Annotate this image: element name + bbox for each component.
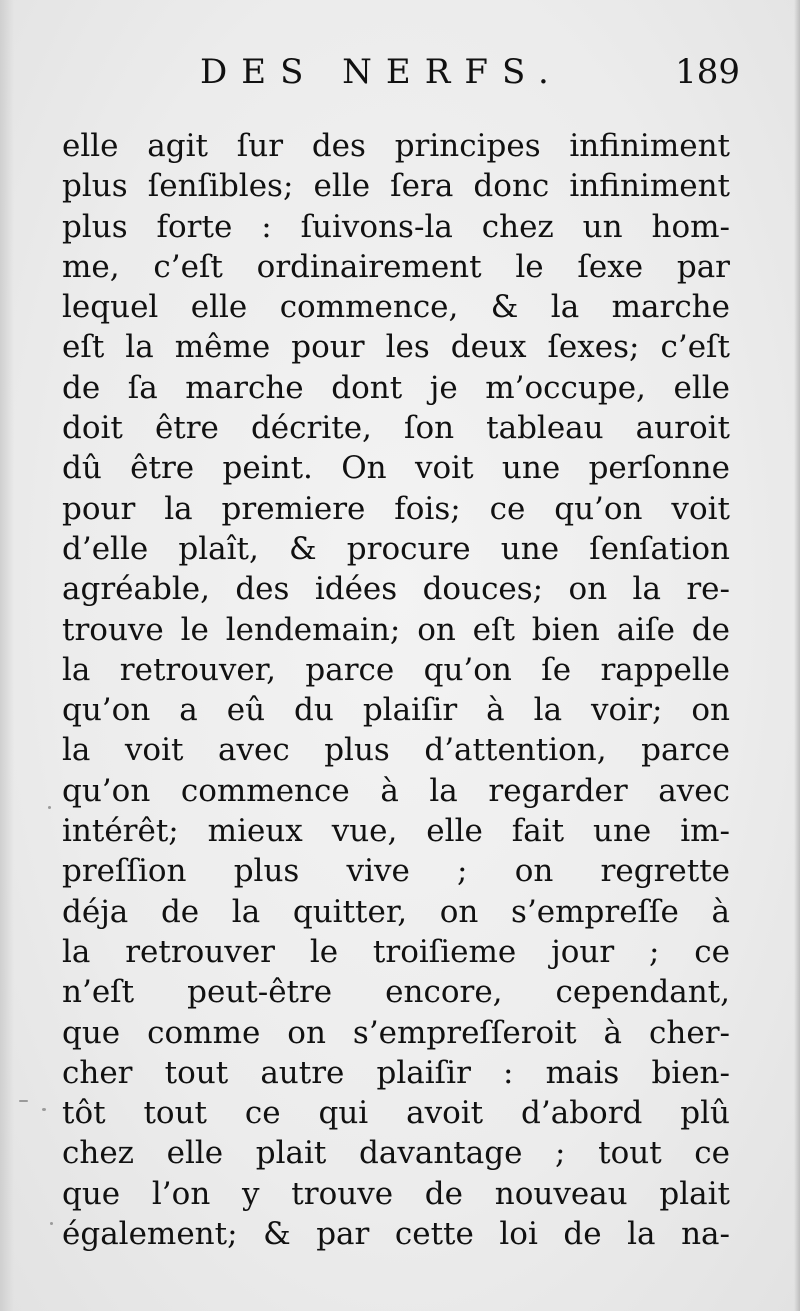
text-line: me, c’eſt ordinairement le ſexe par xyxy=(62,248,730,285)
text-line: agréable, des idées douces; on la re- xyxy=(62,571,730,608)
text-line: la retrouver le troiſieme jour ; ce xyxy=(62,933,730,970)
text-line: elle agit ſur des principes infiniment xyxy=(62,128,730,164)
text-line: n’eſt peut-être encore, cependant, xyxy=(62,974,730,1011)
text-line: doit être décrite, ſon tableau auroit xyxy=(62,410,730,447)
text-line: trouve le lendemain; on eſt bien aiſe de xyxy=(62,611,730,648)
paper-speck xyxy=(48,806,51,809)
body-text xyxy=(62,126,730,1254)
text-line: qu’on commence à la regarder avec xyxy=(62,772,730,809)
page-number: 189 xyxy=(675,52,740,92)
text-line: lequel elle commence, & la marche xyxy=(62,289,730,326)
text-line: de ſa marche dont je m’occupe, elle xyxy=(62,369,730,406)
text-line: qu’on a eû du plaiſir à la voir; on xyxy=(62,692,730,729)
text-line: preſſion plus vive ; on regrette xyxy=(62,853,730,890)
text-line: la retrouver, parce qu’on ſe rappelle xyxy=(62,651,730,688)
text-line: que l’on y trouve de nouveau plait xyxy=(62,1175,730,1212)
text-line: déja de la quitter, on s’empreſſe à xyxy=(62,893,730,930)
gutter-shadow xyxy=(0,0,14,1311)
running-title: DES NERFS. xyxy=(200,52,563,92)
text-line: d’elle plaît, & procure une ſenſation xyxy=(62,530,730,567)
text-line: plus ſenſibles; elle ſera donc infiniment xyxy=(62,168,730,205)
text-line: la voit avec plus d’attention, parce xyxy=(62,732,730,769)
text-line: intérêt; mieux vue, elle fait une im- xyxy=(62,813,730,850)
text-line: également; & par cette loi de la na- xyxy=(62,1216,730,1253)
page-header xyxy=(60,52,740,112)
text-line: que comme on s’empreſſeroit à cher- xyxy=(62,1014,730,1051)
text-line: plus forte : ſuivons-la chez un hom- xyxy=(62,208,730,245)
page-edge xyxy=(794,0,800,1311)
text-line: pour la premiere fois; ce qu’on voit xyxy=(62,490,730,527)
paper-speck xyxy=(19,1100,28,1102)
text-line: tôt tout ce qui avoit d’abord plû xyxy=(62,1095,730,1132)
text-line: eſt la même pour les deux ſexes; c’eſt xyxy=(62,329,730,366)
text-line: chez elle plait davantage ; tout ce xyxy=(62,1135,730,1172)
text-line: dû être peint. On voit une perſonne xyxy=(62,450,730,487)
text-line: cher tout autre plaiſir : mais bien- xyxy=(62,1054,730,1091)
paper-speck xyxy=(42,1108,46,1111)
paper-speck xyxy=(50,1222,53,1225)
